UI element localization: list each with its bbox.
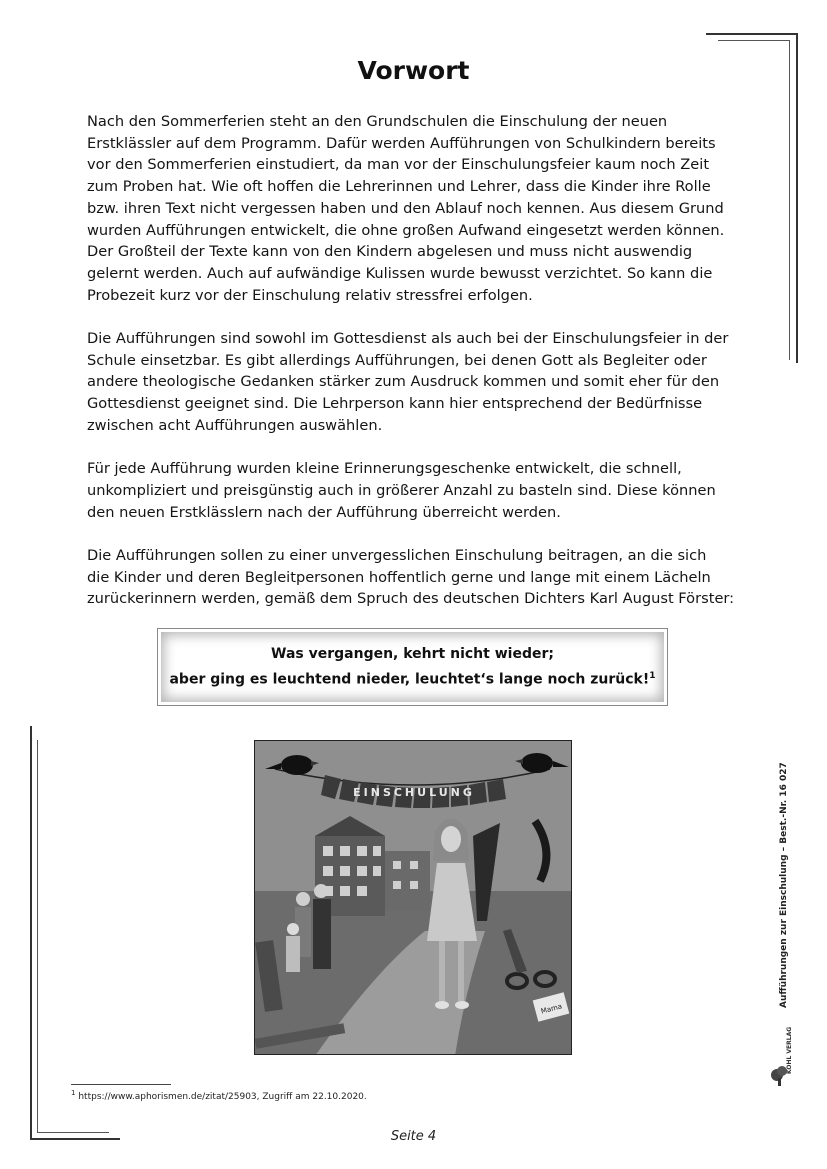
text-line: vor den Sommerferien einstudiert, da man vor der Einschulungsfeier kaum noch Zeit — [87, 156, 710, 174]
text-line: Für jede Aufführung wurden kleine Erinnerungsgeschenke entwickelt, die schnell, — [87, 460, 682, 478]
text-line: Gottesdienst geeignet sind. Die Lehrperson kann hier entsprechend der Bedürfnisse — [87, 395, 703, 413]
quote-line-2-wrapper — [169, 665, 655, 691]
text-line: andere theologische Gedanken stärker zum Ausdruck kommen und somit eher für den — [87, 373, 720, 391]
text-line: den neuen Erstklässlern nach der Aufführung überreicht werden. — [87, 503, 561, 521]
page-title: Vorwort — [357, 56, 470, 85]
quote-line-1: Was vergangen, kehrt nicht wieder; — [271, 646, 554, 663]
frame-corner-top-right-inner — [718, 40, 789, 41]
text-line: Schule einsetzbar. Es gibt allerdings Aufführungen, bei denen Gott als Begleiter oder — [87, 351, 707, 369]
side-series-label: Aufführungen zur Einschulung – Best.-Nr. 16 027 — [779, 762, 789, 1008]
frame-corner-top-right-inner-vertical — [789, 40, 790, 360]
paragraph-4 — [87, 545, 737, 610]
text-line: die Kinder und deren Begleitpersonen hoffentlich gerne und lange mit einem Lächeln — [87, 568, 711, 586]
text-line: Nach den Sommerferien steht an den Grundschulen die Einschulung der neuen — [87, 113, 668, 130]
text-line: Erstklässler auf dem Programm. Dafür werden Aufführungen von Schulkindern bereits — [87, 134, 716, 152]
quote-line-2: aber ging es leuchtend nieder, leuchtet‘s lange noch zurück! — [169, 671, 650, 688]
text-line: zum Proben hat. Wie oft hoffen die Lehrerinnen und Lehrer, dass die Kinder ihre Rolle — [87, 178, 711, 196]
body-text — [87, 111, 737, 632]
text-line: Der Großteil der Texte kann von den Kindern abgelesen und muss nicht auswendig — [87, 243, 693, 261]
publisher-name: KOHL VERLAG — [786, 1026, 793, 1074]
tag-text: Mama — [540, 1002, 563, 1016]
paragraph-1 — [87, 111, 737, 306]
illustration-scene — [255, 741, 572, 1055]
footnote — [71, 1089, 367, 1102]
frame-corner-bottom-left-inner — [37, 740, 38, 1132]
tree-logo-icon — [768, 1018, 794, 1088]
page-number: Seite 4 — [390, 1129, 437, 1144]
text-line: gelernt werden. Auch auf aufwändige Kulissen wurde bewusst verzichtet. So kann die — [87, 264, 713, 282]
text-line: Die Aufführungen sind sowohl im Gottesdienst als auch bei der Einschulungsfeier in der — [87, 330, 729, 348]
banner-text: EINSCHULUNG — [353, 786, 475, 799]
text-line: Die Aufführungen sollen zu einer unvergesslichen Einschulung beitragen, an die sich — [87, 547, 707, 565]
paragraph-2 — [87, 328, 737, 437]
frame-corner-top-right — [706, 33, 796, 35]
enrolment-illustration — [254, 740, 572, 1055]
publisher-logo — [768, 1018, 794, 1088]
text-line: zwischen acht Aufführungen auswählen. — [87, 416, 383, 434]
text-line: Probezeit kurz vor der Einschulung relativ stressfrei erfolgen. — [87, 286, 533, 304]
text-line: unkompliziert und preisgünstig auch in größerer Anzahl zu basteln sind. Diese können — [87, 481, 716, 499]
footnote-divider — [71, 1084, 171, 1085]
footnote-reference: 1 — [649, 671, 656, 682]
quote-box — [157, 628, 668, 706]
paragraph-3 — [87, 458, 737, 523]
frame-corner-bottom-left — [30, 726, 32, 1138]
footnote-mark: 1 — [71, 1089, 76, 1097]
text-line: wurden Aufführungen entwickelt, die ohne großen Aufwand eingesetzt werden können. — [87, 221, 725, 239]
text-line: zurückerinnern werden, gemäß dem Spruch des deutschen Dichters Karl August Förster: — [87, 590, 735, 608]
text-line: bzw. ihren Text nicht vergessen haben und den Ablauf noch kennen. Aus diesem Grund — [87, 199, 724, 217]
footnote-text: https://www.aphorismen.de/zitat/25903, Zugriff am 22.10.2020. — [78, 1092, 367, 1102]
